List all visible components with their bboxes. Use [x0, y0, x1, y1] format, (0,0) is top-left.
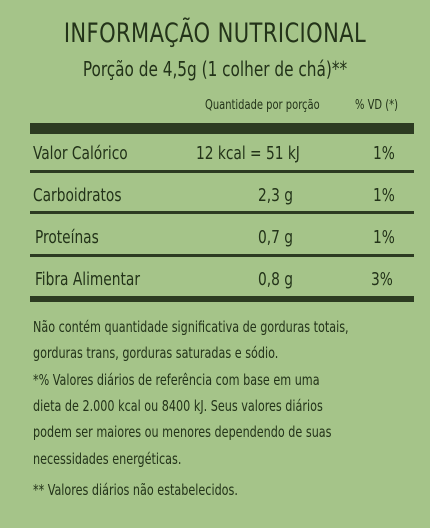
nutrient-dv: 1% — [373, 185, 395, 206]
row-divider — [30, 211, 414, 214]
nutrient-amount: 0,7 g — [258, 227, 293, 248]
nutrient-amount: 2,3 g — [258, 185, 293, 206]
column-header-quantity: Quantidade por porção — [205, 98, 320, 113]
footnote-line: Não contém quantidade significativa de gorduras totais, — [33, 318, 349, 336]
column-header-dv: % VD (*) — [355, 98, 398, 113]
table-bottom-rule — [30, 296, 414, 302]
nutrient-dv: 3% — [371, 269, 393, 290]
header-divider — [30, 123, 414, 134]
panel-title: INFORMAÇÃO NUTRICIONAL — [63, 18, 367, 49]
nutrient-dv: 1% — [373, 143, 395, 164]
nutrient-name: Fibra Alimentar — [35, 269, 140, 290]
nutrient-name: Valor Calórico — [33, 143, 128, 164]
nutrient-dv: 1% — [373, 227, 395, 248]
row-divider — [30, 170, 414, 173]
serving-size: Porção de 4,5g (1 colher de chá)** — [82, 57, 348, 81]
footnote-line: gorduras trans, gorduras saturadas e sódio. — [33, 344, 279, 362]
footnote-line: necessidades energéticas. — [33, 450, 182, 468]
nutrient-amount: 12 kcal = 51 kJ — [196, 143, 300, 164]
nutrient-name: Proteínas — [35, 227, 99, 248]
row-divider — [30, 254, 414, 257]
nutrient-amount: 0,8 g — [258, 269, 293, 290]
footnote-line: *% Valores diários de referência com base em uma — [33, 371, 320, 389]
footnote-line: dieta de 2.000 kcal ou 8400 kJ. Seus valores diários — [33, 397, 323, 415]
footnote-line: podem ser maiores ou menores dependendo de suas — [33, 423, 332, 441]
nutrient-name: Carboidratos — [33, 185, 122, 206]
footnote-line: ** Valores diários não estabelecidos. — [33, 481, 238, 499]
